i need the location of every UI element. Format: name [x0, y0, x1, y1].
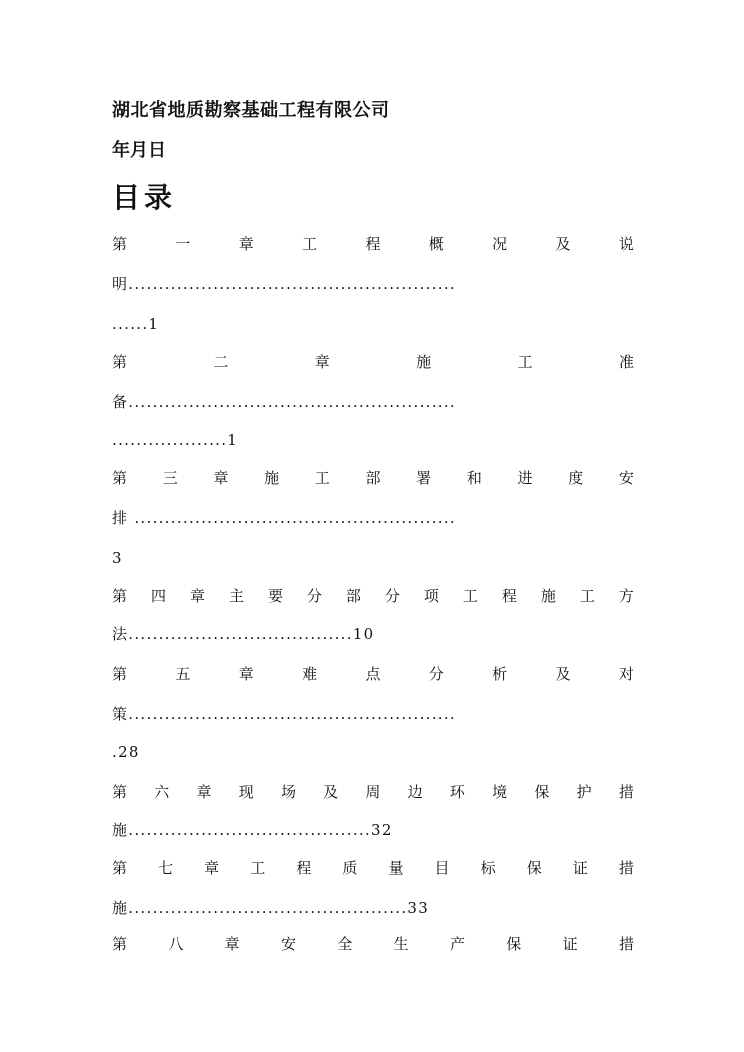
toc-title-char: 措	[618, 783, 634, 801]
toc-entry-page-number[interactable]: ...................1	[112, 431, 239, 449]
toc-title-char: 章	[224, 935, 240, 953]
toc-title-char: 及	[323, 783, 339, 801]
toc-entry-page-number[interactable]: ......1	[112, 315, 160, 333]
toc-entry-title[interactable]	[112, 664, 634, 684]
toc-entry-leader[interactable]: 明......................................................	[112, 275, 456, 293]
toc-title-char: 况	[492, 235, 508, 253]
toc-title-char: 概	[428, 235, 444, 253]
toc-entry-page-number[interactable]: 3	[112, 549, 123, 567]
toc-title-char: 措	[618, 935, 634, 953]
toc-title-char: 分	[306, 587, 322, 605]
toc-title-char: 部	[365, 469, 381, 487]
toc-entry-leader[interactable]: 施..............................................33	[112, 899, 430, 917]
toc-title-char: 全	[337, 935, 353, 953]
toc-title-char: 章	[238, 235, 254, 253]
toc-title-char: 安	[280, 935, 296, 953]
toc-title-char: 章	[238, 665, 254, 683]
toc-title-char: 三	[162, 469, 178, 487]
toc-title-char: 施	[540, 587, 556, 605]
toc-title-char: 一	[175, 235, 191, 253]
toc-title-char: 保	[526, 859, 542, 877]
toc-title-char: 二	[213, 353, 229, 371]
company-name: 湖北省地质勘察基础工程有限公司	[112, 100, 390, 121]
toc-entry-title[interactable]	[112, 352, 634, 372]
toc-title-char: 说	[618, 235, 634, 253]
toc-title-char: 环	[449, 783, 465, 801]
toc-title-char: 程	[365, 235, 381, 253]
toc-title-char: 点	[365, 665, 381, 683]
toc-title-char: 第	[112, 665, 128, 683]
toc-title-char: 方	[618, 587, 634, 605]
toc-entry-leader[interactable]: 备......................................................	[112, 393, 456, 411]
toc-title-char: 边	[407, 783, 423, 801]
toc-title-char: 第	[112, 469, 128, 487]
toc-title-char: 四	[150, 587, 166, 605]
toc-title-char: 要	[267, 587, 283, 605]
toc-title-char: 及	[555, 235, 571, 253]
toc-title-char: 八	[168, 935, 184, 953]
toc-title-char: 安	[618, 469, 634, 487]
toc-title-char: 析	[492, 665, 508, 683]
toc-entry-leader[interactable]: 法.....................................10	[112, 625, 375, 643]
toc-title-char: 进	[517, 469, 533, 487]
toc-entry-page-number[interactable]: .28	[112, 743, 140, 761]
toc-title-char: 及	[555, 665, 571, 683]
toc-title-char: 工	[314, 469, 330, 487]
toc-title-char: 工	[579, 587, 595, 605]
toc-title-char: 对	[618, 665, 634, 683]
toc-title-char: 生	[393, 935, 409, 953]
toc-entry-leader[interactable]: 施........................................32	[112, 821, 393, 839]
toc-title-char: 工	[462, 587, 478, 605]
toc-entry-title[interactable]	[112, 782, 634, 802]
toc-title-char: 境	[492, 783, 508, 801]
toc-title-char: 质	[342, 859, 358, 877]
toc-title-char: 目	[434, 859, 450, 877]
toc-title-char: 工	[517, 353, 533, 371]
toc-title-char: 准	[618, 353, 634, 371]
toc-title-char: 章	[314, 353, 330, 371]
toc-title-char: 六	[154, 783, 170, 801]
toc-title-char: 第	[112, 935, 128, 953]
toc-title-char: 和	[466, 469, 482, 487]
toc-title-char: 部	[345, 587, 361, 605]
toc-title-char: 证	[572, 859, 588, 877]
toc-title-char: 七	[158, 859, 174, 877]
toc-title-char: 施	[264, 469, 280, 487]
toc-title-char: 章	[213, 469, 229, 487]
toc-title-char: 保	[534, 783, 550, 801]
toc-title-char: 工	[302, 235, 318, 253]
toc-title-char: 措	[618, 859, 634, 877]
toc-title-char: 产	[449, 935, 465, 953]
toc-title-char: 现	[238, 783, 254, 801]
toc-title-char: 工	[250, 859, 266, 877]
toc-entry-title[interactable]	[112, 858, 634, 878]
toc-title-char: 章	[204, 859, 220, 877]
toc-title-char: 章	[196, 783, 212, 801]
toc-title-char: 证	[562, 935, 578, 953]
toc-title-char: 章	[189, 587, 205, 605]
toc-entry-title[interactable]	[112, 468, 634, 488]
toc-title-char: 第	[112, 859, 128, 877]
toc-title-char: 施	[416, 353, 432, 371]
toc-title-char: 保	[506, 935, 522, 953]
toc-title-char: 五	[175, 665, 191, 683]
toc-entry-leader[interactable]: 排 .....................................................	[112, 509, 456, 527]
date-line: 年月日	[112, 140, 166, 161]
toc-title-char: 署	[416, 469, 432, 487]
toc-title-char: 难	[302, 665, 318, 683]
toc-title-char: 第	[112, 587, 128, 605]
toc-title-char: 主	[228, 587, 244, 605]
toc-title-char: 度	[568, 469, 584, 487]
toc-entry-leader[interactable]: 策......................................................	[112, 705, 456, 723]
toc-title-char: 程	[296, 859, 312, 877]
toc-entry-title[interactable]	[112, 234, 634, 254]
toc-title-char: 场	[280, 783, 296, 801]
toc-title-char: 项	[423, 587, 439, 605]
toc-title-char: 程	[501, 587, 517, 605]
toc-entry-title[interactable]	[112, 934, 634, 954]
toc-title: 目录	[112, 181, 177, 214]
toc-title-char: 第	[112, 783, 128, 801]
toc-title-char: 标	[480, 859, 496, 877]
toc-title-char: 分	[384, 587, 400, 605]
toc-title-char: 护	[576, 783, 592, 801]
toc-entry-title[interactable]	[112, 586, 634, 606]
toc-title-char: 分	[428, 665, 444, 683]
toc-title-char: 第	[112, 235, 128, 253]
toc-title-char: 量	[388, 859, 404, 877]
toc-title-char: 第	[112, 353, 128, 371]
toc-title-char: 周	[365, 783, 381, 801]
